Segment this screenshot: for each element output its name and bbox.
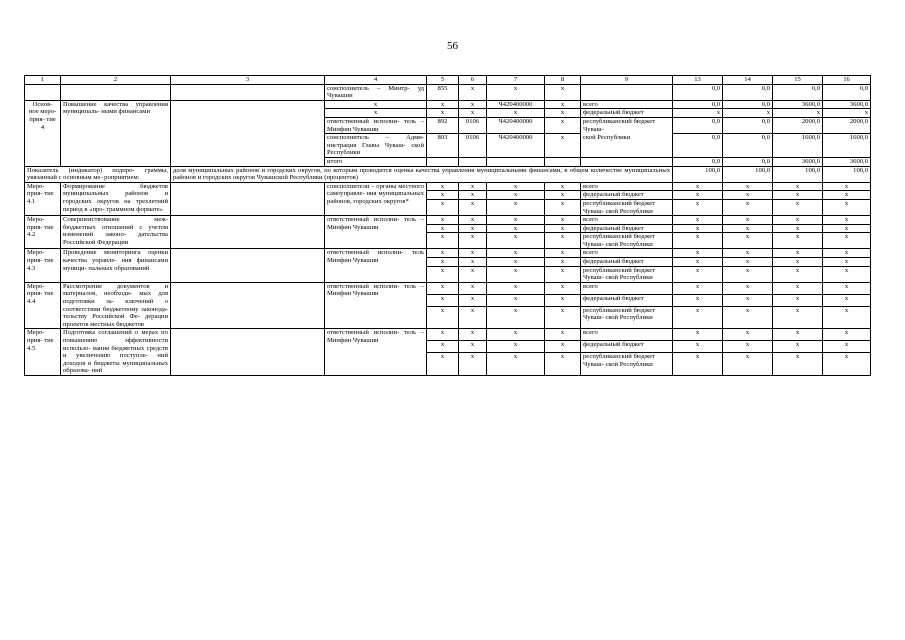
value-cell: x	[773, 182, 823, 191]
code-cell: x	[545, 294, 581, 306]
value-cell: 3600,0	[773, 157, 823, 166]
header-col-4: 4	[325, 76, 427, 85]
code-cell: 803	[427, 134, 459, 158]
code-cell: x	[487, 233, 545, 249]
value-cell: x	[823, 216, 871, 225]
value-cell: x	[673, 306, 723, 329]
value-cell: x	[773, 216, 823, 225]
value-cell: x	[673, 341, 723, 353]
value-cell: x	[723, 224, 773, 233]
source-cell	[581, 157, 673, 166]
empty-cell	[171, 84, 325, 100]
value-cell: 2000,0	[823, 117, 871, 133]
value-cell: x	[673, 266, 723, 282]
source-cell: республиканский бюджет Чуваш- ской Республики	[581, 353, 673, 376]
value-cell: x	[723, 306, 773, 329]
executor-cell: x	[325, 100, 427, 109]
code-cell: x	[545, 266, 581, 282]
value-cell: x	[773, 233, 823, 249]
source-cell: республиканский бюджет Чуваш- ской Республики	[581, 306, 673, 329]
code-cell: x	[487, 294, 545, 306]
value-cell: x	[773, 249, 823, 258]
value-cell: x	[673, 233, 723, 249]
value-cell: x	[823, 306, 871, 329]
header-col-13: 13	[673, 76, 723, 85]
code-cell: x	[545, 182, 581, 191]
value-cell: 0,0	[723, 84, 773, 100]
empty-cell	[171, 329, 325, 376]
code-cell: x	[427, 294, 459, 306]
code-cell: x	[459, 329, 487, 341]
indicator-text: доля муниципальных районов и городских округов, по которым проводится оценка качества управления муниципальными финансами, в общем количестве муниципальных районов и городских округов Чувашской Республики (процентов)	[171, 166, 673, 182]
value-cell: x	[723, 191, 773, 200]
code-cell: x	[487, 249, 545, 258]
value-cell: x	[773, 329, 823, 341]
page-number: 56	[447, 40, 458, 52]
code-cell: x	[545, 258, 581, 267]
code-cell: x	[427, 282, 459, 294]
value-cell: x	[773, 109, 823, 118]
code-cell: x	[427, 258, 459, 267]
executor-cell: ответственный исполни- тель Минфин Чувашии	[325, 249, 427, 282]
executor-cell: ответственный исполни- тель – Минфин Чувашии	[325, 117, 427, 133]
indicator-row	[25, 166, 871, 182]
empty-cell	[171, 282, 325, 329]
measure-number: Меро- прия- тие 4.3	[25, 249, 61, 282]
code-cell: x	[459, 182, 487, 191]
source-cell: федеральный бюджет	[581, 109, 673, 118]
code-cell: 0106	[459, 117, 487, 133]
source-cell: республиканский бюджет Чуваш- ской Республики	[581, 233, 673, 249]
code-cell: x	[545, 84, 581, 100]
value-cell: x	[823, 224, 871, 233]
code-cell: Ч420400000	[487, 134, 545, 158]
value-cell: x	[673, 258, 723, 267]
code-cell: x	[545, 109, 581, 118]
code-cell: Ч420400000	[487, 100, 545, 109]
executor-cell: ответственный исполни- тель – Минфин Чувашии	[325, 216, 427, 249]
code-cell: x	[427, 216, 459, 225]
measure-title: Формирование бюджетов муниципальных районов и городских округов на трехлетний период в «про- граммном формате»	[61, 182, 171, 215]
value-cell: x	[673, 294, 723, 306]
code-cell: x	[459, 306, 487, 329]
value-cell: x	[773, 294, 823, 306]
value-cell: x	[773, 191, 823, 200]
measure-number: Меро- прия- тие 4.1	[25, 182, 61, 215]
measure-number: Меро- прия- тие 4.5	[25, 329, 61, 376]
code-cell: x	[459, 224, 487, 233]
code-cell	[459, 157, 487, 166]
header-col-8: 8	[545, 76, 581, 85]
code-cell: x	[427, 199, 459, 215]
value-cell: x	[823, 294, 871, 306]
value-cell: x	[723, 249, 773, 258]
source-cell: республиканский бюджет Чуваш- ской Республики	[581, 199, 673, 215]
measure-row	[25, 329, 871, 341]
code-cell: x	[427, 353, 459, 376]
indicator-value: 100,0	[773, 166, 823, 182]
code-cell: x	[459, 199, 487, 215]
header-col-9: 9	[581, 76, 673, 85]
code-cell: x	[459, 191, 487, 200]
code-cell: x	[459, 341, 487, 353]
value-cell: x	[773, 341, 823, 353]
value-cell: x	[773, 306, 823, 329]
source-cell	[581, 84, 673, 100]
measure-title: Совершенствование меж- бюджетных отношений с учетом изменений законо- дательства Российской Федерации	[61, 216, 171, 249]
empty-cell	[171, 216, 325, 249]
value-cell: x	[673, 282, 723, 294]
value-cell: x	[823, 249, 871, 258]
source-cell: федеральный бюджет	[581, 294, 673, 306]
source-cell: республиканский бюджет Чуваш- ской Республики	[581, 266, 673, 282]
value-cell: x	[723, 341, 773, 353]
value-cell: 0,0	[673, 84, 723, 100]
code-cell: x	[459, 233, 487, 249]
code-cell: x	[545, 341, 581, 353]
code-cell: x	[427, 341, 459, 353]
event-row	[25, 100, 871, 109]
code-cell: 892	[427, 117, 459, 133]
code-cell: x	[545, 100, 581, 109]
empty-cell	[171, 249, 325, 282]
executor-cell: ответственный исполни- тель – Минфин Чувашии	[325, 329, 427, 376]
value-cell: x	[673, 224, 723, 233]
code-cell: x	[487, 282, 545, 294]
header-col-2: 2	[61, 76, 171, 85]
measure-title: Подготовка соглашений о мерах по повышению эффективности использо- вания бюджетных средств и увеличению поступле- ний доходов в бюджеты муниципальных образова- ний	[61, 329, 171, 376]
code-cell: x	[427, 329, 459, 341]
code-cell: x	[545, 249, 581, 258]
executor-cell: соисполнители – органы местного самоуправле- ния муниципальных районов, городских округов*	[325, 182, 427, 215]
code-cell: x	[459, 249, 487, 258]
event-title: Повышение качества управления муниципаль- ными финансами	[61, 100, 171, 166]
header-col-6: 6	[459, 76, 487, 85]
empty-cell	[25, 84, 61, 100]
code-cell: x	[487, 191, 545, 200]
code-cell: x	[545, 306, 581, 329]
value-cell: x	[723, 353, 773, 376]
value-cell: x	[823, 341, 871, 353]
code-cell: 0106	[459, 134, 487, 158]
value-cell: x	[723, 329, 773, 341]
code-cell: x	[487, 224, 545, 233]
code-cell: x	[427, 109, 459, 118]
value-cell: x	[823, 182, 871, 191]
value-cell: x	[773, 353, 823, 376]
value-cell: 3600,0	[773, 100, 823, 109]
code-cell: x	[427, 266, 459, 282]
code-cell: x	[487, 266, 545, 282]
empty-cell	[171, 100, 325, 166]
continuation-row	[25, 84, 871, 100]
code-cell: x	[487, 258, 545, 267]
source-cell: всего	[581, 216, 673, 225]
measure-row	[25, 182, 871, 191]
code-cell: x	[487, 329, 545, 341]
code-cell: x	[427, 100, 459, 109]
value-cell: x	[673, 199, 723, 215]
code-cell: x	[487, 353, 545, 376]
code-cell: x	[487, 216, 545, 225]
executor-cell: x	[325, 109, 427, 118]
source-cell: федеральный бюджет	[581, 191, 673, 200]
code-cell	[487, 157, 545, 166]
executor-cell: соисполнитель – Минтр- уд Чувашии	[325, 84, 427, 100]
value-cell: x	[723, 282, 773, 294]
code-cell: x	[487, 341, 545, 353]
code-cell	[545, 157, 581, 166]
value-cell: x	[673, 109, 723, 118]
value-cell: x	[773, 266, 823, 282]
code-cell: x	[545, 329, 581, 341]
value-cell: 0,0	[673, 157, 723, 166]
measure-number: Меро- прия- тие 4.4	[25, 282, 61, 329]
source-cell: федеральный бюджет	[581, 258, 673, 267]
code-cell: x	[459, 109, 487, 118]
header-col-3: 3	[171, 76, 325, 85]
source-cell: всего	[581, 100, 673, 109]
code-cell: x	[459, 282, 487, 294]
source-cell: ской Республики	[581, 134, 673, 158]
empty-cell	[171, 182, 325, 215]
value-cell: x	[673, 191, 723, 200]
measure-row	[25, 249, 871, 258]
code-cell: x	[545, 117, 581, 133]
value-cell: x	[673, 216, 723, 225]
measure-number: Меро- прия- тие 4.2	[25, 216, 61, 249]
value-cell: x	[723, 199, 773, 215]
code-cell: x	[487, 182, 545, 191]
value-cell: 0,0	[773, 84, 823, 100]
value-cell: x	[823, 329, 871, 341]
code-cell: x	[487, 109, 545, 118]
code-cell: x	[545, 282, 581, 294]
value-cell: x	[723, 258, 773, 267]
value-cell: x	[673, 249, 723, 258]
indicator-value: 100,0	[723, 166, 773, 182]
value-cell: 0,0	[673, 100, 723, 109]
value-cell: x	[773, 224, 823, 233]
executor-cell: соисполнитель – Адми- нистрация Главы Чуваш- ской Республики	[325, 134, 427, 158]
executor-cell: ответственный исполни- тель – Минфин Чувашии	[325, 282, 427, 329]
code-cell	[427, 157, 459, 166]
code-cell: x	[459, 84, 487, 100]
header-col-1: 1	[25, 76, 61, 85]
value-cell: x	[823, 353, 871, 376]
code-cell: x	[427, 191, 459, 200]
header-col-5: 5	[427, 76, 459, 85]
code-cell: Ч420400000	[487, 117, 545, 133]
code-cell: x	[427, 233, 459, 249]
code-cell: x	[545, 353, 581, 376]
code-cell: x	[459, 294, 487, 306]
code-cell: x	[427, 182, 459, 191]
code-cell: x	[427, 249, 459, 258]
code-cell: x	[545, 216, 581, 225]
value-cell: x	[673, 182, 723, 191]
value-cell: 0,0	[673, 117, 723, 133]
value-cell: 1600,0	[823, 134, 871, 158]
value-cell: x	[673, 329, 723, 341]
indicator-value: 100,0	[823, 166, 871, 182]
value-cell: x	[823, 258, 871, 267]
executor-cell: итого	[325, 157, 427, 166]
value-cell: x	[723, 233, 773, 249]
value-cell: x	[823, 199, 871, 215]
value-cell: 1600,0	[773, 134, 823, 158]
value-cell: x	[723, 266, 773, 282]
value-cell: x	[823, 233, 871, 249]
value-cell: 0,0	[723, 134, 773, 158]
code-cell: x	[545, 233, 581, 249]
value-cell: x	[823, 109, 871, 118]
code-cell: x	[427, 306, 459, 329]
header-row	[25, 76, 871, 85]
code-cell: x	[459, 353, 487, 376]
value-cell: 0,0	[723, 100, 773, 109]
value-cell: x	[823, 266, 871, 282]
value-cell: x	[673, 353, 723, 376]
value-cell: x	[773, 258, 823, 267]
event-number: Основ- ное меро- прия- тие 4	[25, 100, 61, 166]
code-cell: x	[545, 134, 581, 158]
code-cell: x	[459, 258, 487, 267]
code-cell: x	[545, 199, 581, 215]
code-cell: x	[487, 84, 545, 100]
source-cell: республиканский бюджет Чуваш-	[581, 117, 673, 133]
value-cell: 0,0	[723, 117, 773, 133]
code-cell: x	[545, 191, 581, 200]
code-cell: x	[459, 100, 487, 109]
measure-title: Рассмотрение документов и материалов, необходи- мых для подготовки за- ключений о соответствии бюджетному законода- тельству Российской Фе- дерации проектов местных бюджетов	[61, 282, 171, 329]
program-table	[24, 75, 871, 376]
value-cell: 0,0	[723, 157, 773, 166]
value-cell: x	[773, 199, 823, 215]
indicator-label: Показатель (индикатор) подпро- граммы, увязанный с основным ме- роприятием:	[25, 166, 171, 182]
code-cell: x	[459, 216, 487, 225]
header-col-15: 15	[773, 76, 823, 85]
header-col-16: 16	[823, 76, 871, 85]
header-col-14: 14	[723, 76, 773, 85]
code-cell: x	[487, 199, 545, 215]
code-cell: x	[427, 224, 459, 233]
value-cell: 0,0	[673, 134, 723, 158]
value-cell: 3600,0	[823, 100, 871, 109]
source-cell: всего	[581, 182, 673, 191]
code-cell: 855	[427, 84, 459, 100]
value-cell: x	[723, 216, 773, 225]
measure-row	[25, 282, 871, 294]
value-cell: 0,0	[823, 84, 871, 100]
value-cell: x	[823, 191, 871, 200]
source-cell: федеральный бюджет	[581, 224, 673, 233]
value-cell: x	[823, 282, 871, 294]
source-cell: всего	[581, 282, 673, 294]
header-col-7: 7	[487, 76, 545, 85]
value-cell: x	[723, 294, 773, 306]
empty-cell	[61, 84, 171, 100]
value-cell: x	[723, 182, 773, 191]
source-cell: всего	[581, 329, 673, 341]
value-cell: 2000,0	[773, 117, 823, 133]
code-cell: x	[487, 306, 545, 329]
code-cell: x	[545, 224, 581, 233]
source-cell: федеральный бюджет	[581, 341, 673, 353]
code-cell: x	[459, 266, 487, 282]
measure-title: Проведение мониторинга оценки качества управле- ния финансами муници- пальных образований	[61, 249, 171, 282]
source-cell: всего	[581, 249, 673, 258]
value-cell: 3600,0	[823, 157, 871, 166]
value-cell: x	[773, 282, 823, 294]
measure-row	[25, 216, 871, 225]
value-cell: x	[723, 109, 773, 118]
indicator-value: 100,0	[673, 166, 723, 182]
